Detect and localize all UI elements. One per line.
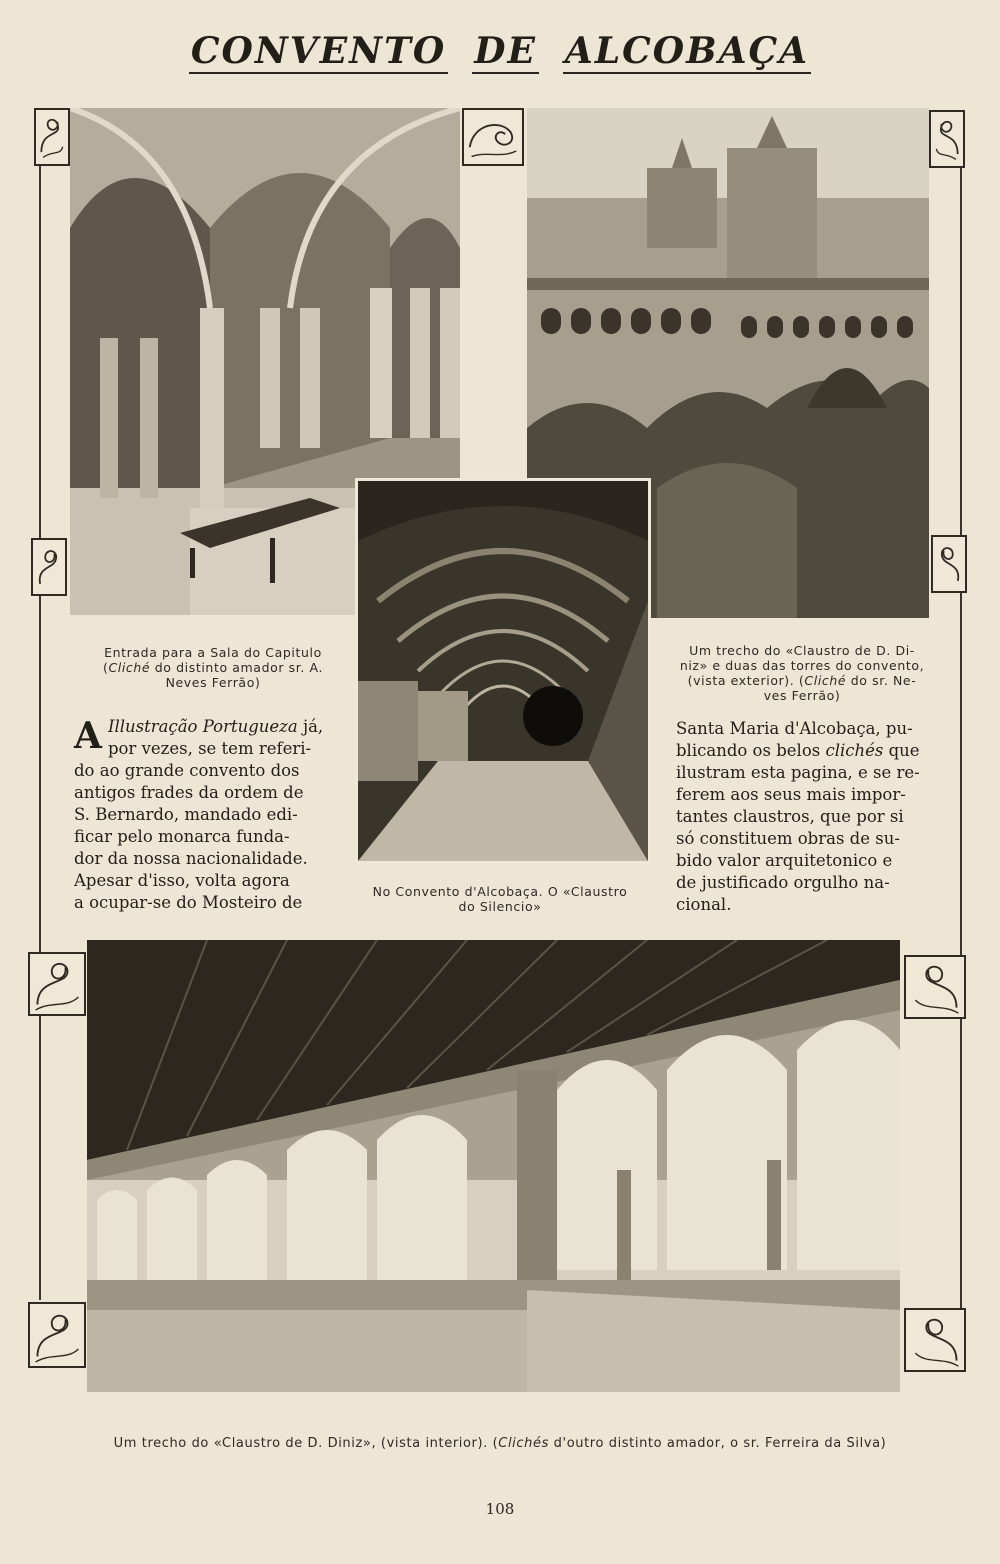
ornament-icon <box>931 535 967 593</box>
ornament-icon <box>929 110 965 168</box>
caption-line: do Silencio» <box>458 899 542 914</box>
article-text-left <box>74 716 329 914</box>
text-line: bido valor arquitetonico e <box>676 851 893 870</box>
caption-italic: Cliché <box>804 673 847 688</box>
caption-line: niz» e duas das torres do convento, <box>679 658 925 673</box>
ornament-icon <box>904 1308 966 1372</box>
ornament-icon <box>28 952 86 1016</box>
text-line: de justificado orgulho na- <box>676 873 890 892</box>
text-line: só constituem obras de su- <box>676 829 900 848</box>
caption-claustro-silencio <box>350 884 650 914</box>
text-line: do ao grande convento dos <box>74 761 300 780</box>
text-line: tantes claustros, que por si <box>676 807 904 826</box>
title-word-2: DE <box>474 30 537 72</box>
ornament-icon <box>904 955 966 1019</box>
ornament-icon <box>462 108 524 166</box>
photo-claustro-interior <box>87 940 900 1392</box>
caption-line: Entrada para a Sala do Capitulo <box>104 645 322 660</box>
text-line: ficar pelo monarca funda- <box>74 827 290 846</box>
text-line: Apesar d'isso, volta agora <box>74 871 290 890</box>
caption-line: (vista exterior). ( <box>687 673 805 688</box>
page-title <box>0 30 1000 74</box>
ornament-icon <box>28 1302 86 1368</box>
text-line: por vezes, se tem referi- <box>107 739 312 758</box>
title-word-1: CONVENTO <box>190 30 447 72</box>
text-fragment: blicando os belos <box>676 741 826 760</box>
text-line: ferem aos seus mais impor- <box>676 785 906 804</box>
caption-line: d'outro distinto amador, o sr. Ferreira da Silva) <box>548 1436 887 1451</box>
text-fragment: que <box>883 741 920 760</box>
text-line: S. Bernardo, mandado edi- <box>74 805 298 824</box>
title-word-3: ALCOBAÇA <box>564 30 810 72</box>
frame-line-left <box>39 165 41 1300</box>
text-line: ilustram esta pagina, e se re- <box>676 763 920 782</box>
ornament-icon <box>34 108 70 166</box>
publication-name: Illustração Portugueza <box>107 717 298 736</box>
caption-claustro-exterior <box>664 643 940 703</box>
text-line: dor da nossa nacionalidade. <box>74 849 308 868</box>
caption-italic: Cliché <box>108 660 151 675</box>
caption-line: ( <box>102 660 109 675</box>
text-line: já, <box>297 717 324 736</box>
caption-line: Um trecho do «Claustro de D. Diniz», (vista interior). ( <box>113 1436 499 1451</box>
frame-line-right <box>960 165 962 1310</box>
ornament-icon <box>31 538 67 596</box>
caption-line: No Convento d'Alcobaça. O «Claustro <box>372 884 628 899</box>
text-line: antigos frades da ordem de <box>74 783 304 802</box>
caption-line: Um trecho do «Claustro de D. Di- <box>689 643 915 658</box>
caption-sala-capitulo <box>68 645 358 690</box>
caption-line: ves Ferrão) <box>763 688 841 703</box>
text-line: a ocupar-se do Mosteiro de <box>74 893 303 912</box>
caption-line: do distinto amador sr. A. <box>150 660 324 675</box>
article-text-right <box>676 718 934 916</box>
caption-italic: Clichés <box>498 1436 549 1451</box>
text-line-with-italic <box>676 740 934 762</box>
text-line: cional. <box>676 895 732 914</box>
caption-claustro-interior <box>40 1436 960 1451</box>
text-line: Santa Maria d'Alcobaça, pu- <box>676 719 913 738</box>
page-number: 108 <box>485 1500 515 1518</box>
drop-cap: A <box>74 715 102 757</box>
text-italic: clichés <box>825 741 884 760</box>
photo-claustro-silencio <box>355 478 651 864</box>
caption-line: Neves Ferrão) <box>165 675 261 690</box>
caption-line: do sr. Ne- <box>846 673 917 688</box>
